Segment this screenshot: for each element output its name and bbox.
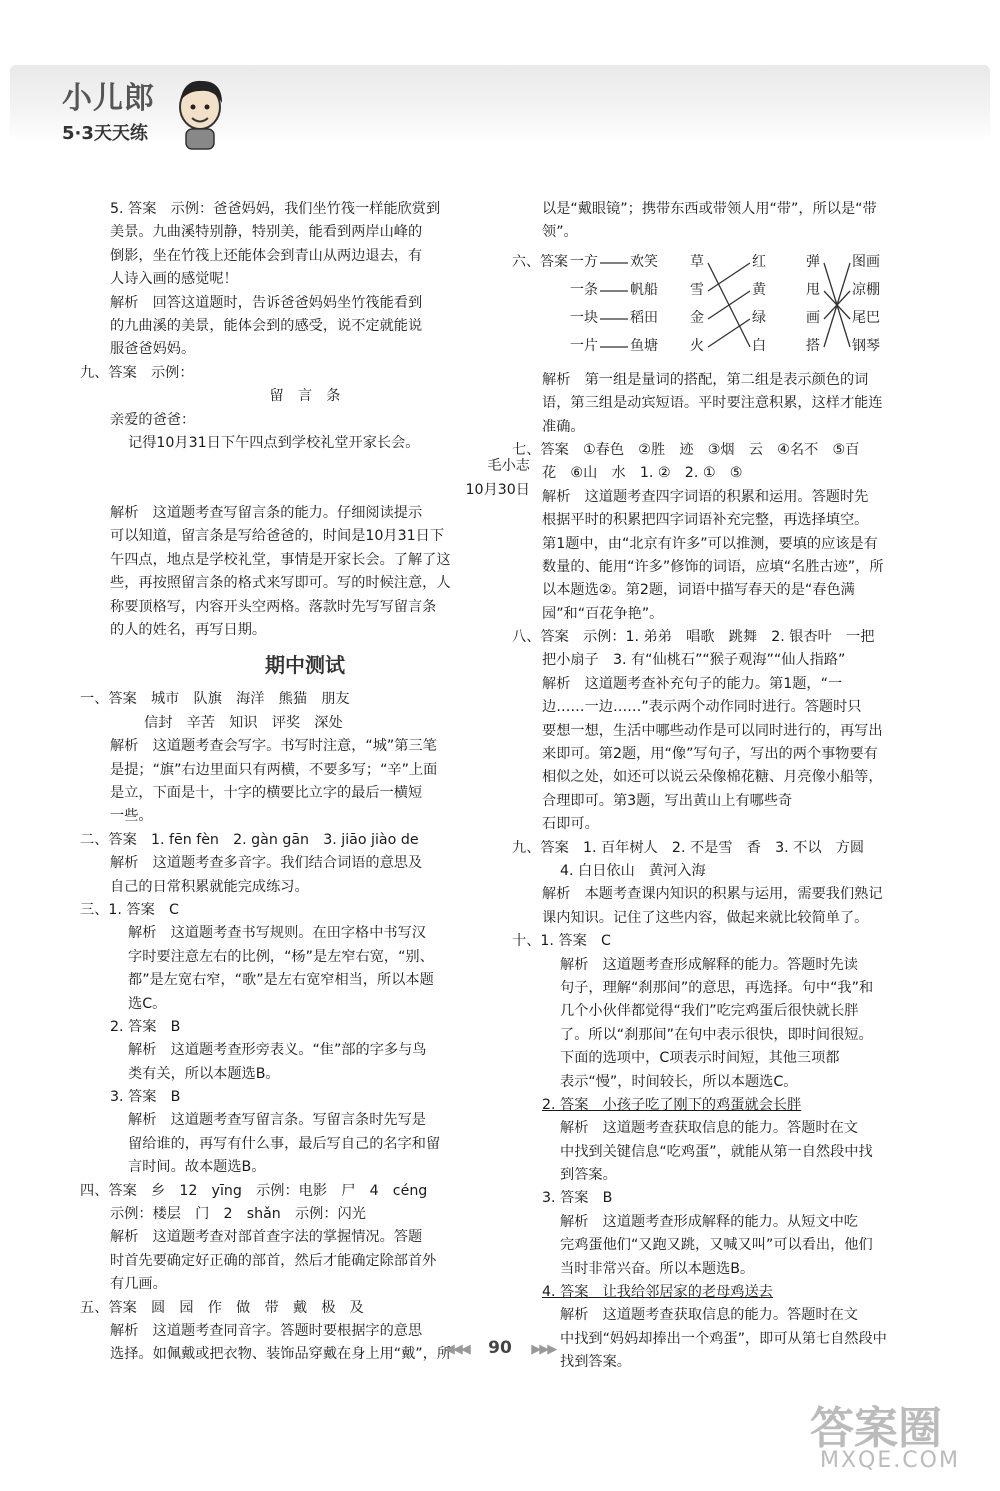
text-line: 解析 这道题考查写留言条。写留言条时先写是: [128, 1112, 426, 1129]
text-line: 美景。九曲溪特别静，特别美，能看到两岸山峰的: [110, 224, 423, 241]
right-column: [512, 198, 937, 1375]
text-line: 以是“戴眼镜”；携带东西或带领人用“带”，所以是“带: [542, 201, 877, 217]
text-line: 解析 这道题考查形成解释的能力。从短文中吃: [560, 1213, 858, 1230]
text-line: 花 ⑥山 水 1. ② 2. ① ⑤: [542, 465, 743, 482]
text-line: 一些。: [110, 808, 153, 825]
text-line: 到答案。: [560, 1167, 617, 1184]
brand-logo: [62, 73, 232, 153]
prev-arrows-icon: ◀◀◀: [444, 1342, 469, 1357]
text-line: 3. 答案 B: [542, 1190, 613, 1207]
text-line: 解析 这道题考查写留言条的能力。仔细阅读提示: [110, 505, 423, 522]
watermark-logo: 答案圈: [810, 1403, 942, 1454]
text-line: 10月30日: [465, 481, 530, 498]
match-word: 尾巴: [852, 309, 880, 326]
text-line: 人诗入画的感觉呢！: [110, 271, 238, 288]
text-line: 合理即可。第3题，写出黄山上有哪些奇: [542, 792, 793, 809]
text-line: 解析 回答这道题时，告诉爸爸妈妈坐竹筏能看到: [110, 294, 423, 311]
text-line: 留 言 条: [269, 388, 341, 405]
text-line: 有几画。: [110, 1276, 167, 1293]
match-word: 搭: [806, 337, 820, 354]
text-line: 把小扇子 3. 有“仙桃石”“猴子观海”“仙人指路”: [542, 652, 846, 669]
match-word: 画: [806, 309, 820, 326]
text-line: 亲爱的爸爸：: [110, 411, 196, 428]
text-line: 称要顶格写，内容开头空两格。落款时先写写留言条: [110, 598, 437, 615]
page-footer: [0, 1338, 1000, 1358]
text-line: 当时非常兴奋。所以本题选B。: [560, 1260, 755, 1277]
text-line: 了。所以“刹那间”在句中表示很快，即时间很短。: [560, 1026, 873, 1043]
match-word: 鱼塘: [630, 337, 658, 354]
page-header: [0, 55, 1000, 155]
text-line: 解析 这道题考查获取信息的能力。答题时在文: [560, 1307, 858, 1324]
match-word: 火: [690, 337, 704, 354]
text-line: 的九曲溪的美景，能体会到的感受，说不定就能说: [110, 317, 423, 334]
match-word: 甩: [806, 281, 820, 298]
left-column: [80, 198, 530, 1367]
text-line: 可以知道，留言条是写给爸爸的，时间是10月31日下: [110, 528, 445, 545]
text-line: 4. 白日依山 黄河入海: [560, 862, 706, 879]
text-line: 解析 本题考查课内知识的积累与运用，需要我们熟记: [542, 886, 883, 903]
text-line: 解析 这道题考查多音字。我们结合词语的意思及: [110, 855, 423, 872]
match-word: 一条: [570, 281, 598, 298]
match-word: 欢笑: [630, 253, 658, 270]
text-line: 园”和“百花争艳”。: [542, 605, 664, 622]
text-line: 自己的日常积累就能完成练习。: [110, 878, 309, 895]
match-word: 弹: [806, 253, 820, 270]
site-watermark: [810, 1392, 990, 1482]
text-line: 是立，下面是十，十字的横要比立字的最后一横短: [110, 784, 423, 801]
text-line: 以本题选②。第2题，词语中描写春天的是“春色满: [542, 582, 855, 599]
match-label: 六、答案: [512, 253, 568, 270]
text-line: 3. 答案 B: [110, 1089, 181, 1106]
text-line: 示例：楼层 门 2 shǎn 示例：闪光: [110, 1206, 366, 1223]
match-word: 凉棚: [852, 281, 880, 298]
text-line: 解析 这道题考查对部首查字法的掌握情况。答题: [110, 1229, 423, 1246]
text-line: 边……一边……”表示两个动作同时进行。答题时只: [542, 699, 862, 716]
text-line: 第1题中，由“北京有许多”可以推测，要填的应该是有: [542, 535, 878, 552]
match-word: 绿: [752, 309, 766, 326]
text-line: 几个小伙伴都觉得“我们”吃完鸡蛋后很快就长胖: [560, 1003, 859, 1020]
text-line: 留给谁的，再写有什么事，最后写自己的名字和留: [128, 1135, 441, 1152]
text-line: 午四点，地点是学校礼堂，事情是开家长会。了解了这: [110, 551, 451, 568]
text-line: 些，再按照留言条的格式来写即可。写的时候注意，人: [110, 575, 451, 592]
text-line: 三、1. 答案 C: [80, 901, 179, 918]
mascot-icon: [170, 73, 230, 151]
match-word: 钢琴: [852, 337, 880, 354]
text-line: 领”。: [542, 224, 578, 241]
text-line: 都”是左宽右窄，“歌”是左右宽窄相当，所以本题: [128, 972, 434, 989]
text-line: 要想一想，生活中哪些动作是可以同时进行的，再写出: [542, 722, 883, 739]
text-line: 相似之处，如还可以说云朵像棉花糖、月亮像小船等，: [542, 769, 883, 786]
text-line: 信封 辛苦 知识 评奖 深处: [144, 714, 343, 731]
brand-name: 小儿郎: [62, 81, 155, 116]
text-line: 时首先要确定好正确的部首，然后才能确定除部首外: [110, 1252, 437, 1269]
text-line: 一、答案 城市 队旗 海洋 熊猫 朋友: [80, 691, 350, 708]
text-line: 记得10月31日下午四点到学校礼堂开家长会。: [128, 434, 420, 451]
page-number: 90: [488, 1338, 512, 1358]
match-word: 红: [752, 253, 766, 270]
text-line: 句子，理解“刹那间”的意思，再选择。句中“我”和: [560, 979, 874, 996]
text-line: 解析 这道题考查获取信息的能力。答题时在文: [560, 1120, 858, 1137]
match-word: 一块: [570, 309, 598, 326]
next-arrows-icon: ▶▶▶: [531, 1342, 556, 1357]
match-word: 一方: [570, 253, 598, 270]
text-line: 解析 这道题考查补充句子的能力。第1题，“一: [542, 675, 843, 692]
match-word: 一片: [570, 337, 598, 354]
match-word: 稻田: [630, 309, 658, 326]
text-line: 准确。: [542, 418, 585, 435]
text-line: 语，第三组是动宾短语。平时要注意积累，这样才能连: [542, 395, 883, 412]
text-line: 石即可。: [542, 816, 599, 833]
match-line: [708, 291, 750, 319]
text-line: 服爸爸妈妈。: [110, 341, 196, 358]
text-line: 五、答案 圆 园 作 做 带 戴 极 及: [80, 1299, 364, 1316]
series-name: 5·3天天练: [62, 123, 148, 144]
text-line: 九、答案 1. 百年树人 2. 不是雪 香 3. 不以 方圆: [512, 839, 865, 856]
match-word: 黄: [752, 281, 766, 298]
text-line: 4. 答案 让我给邻居家的老母鸡送去: [542, 1284, 773, 1301]
match-word: 雪: [690, 281, 704, 298]
text-line: 2. 答案 小孩子吃了刚下的鸡蛋就会长胖: [542, 1096, 802, 1113]
text-line: 类有关，所以本题选B。: [128, 1065, 280, 1082]
text-line: 是提；“旗”右边里面只有两横，不要多写；“辛”上面: [110, 761, 438, 778]
text-line: 选择。如佩戴或把衣物、装饰品穿戴在身上用“戴”，所: [110, 1346, 452, 1363]
text-line: 课内知识。记住了这些内容，做起来就比较简单了。: [542, 909, 869, 926]
text-line: 中找到关键信息“吃鸡蛋”，就能从第一自然段中找: [560, 1143, 873, 1160]
text-line: 下面的选项中，C项表示时间短，其他三项都: [560, 1050, 840, 1067]
text-line: 四、答案 乡 12 yīng 示例：电影 尸 4 céng: [80, 1182, 428, 1199]
text-line: 二、答案 1. fēn fèn 2. gàn gān 3. jiāo jiào de: [80, 831, 419, 848]
text-line: 字时要注意左右的比例，“杨”是左窄右宽，“别、: [128, 948, 434, 965]
section-title: 期中测试: [265, 653, 345, 678]
text-line: 完鸡蛋他们“又跑又跳，又喊又叫”可以看出，他们: [560, 1237, 873, 1254]
text-line: 七、答案 ①春色 ②胜 迹 ③烟 云 ④名不 ⑤百: [512, 441, 860, 458]
text-line: 找到答案。: [560, 1354, 631, 1371]
matching-exercise: [512, 247, 937, 365]
text-line: 解析 这道题考查同音字。答题时要根据字的意思: [110, 1322, 423, 1339]
match-word: 金: [690, 309, 704, 326]
text-line: 解析 这道题考查四字词语的积累和运用。答题时先: [542, 488, 869, 505]
text-line: 解析 这道题考查会写字。书写时注意，“城”第三笔: [110, 738, 437, 755]
text-line: 2. 答案 B: [110, 1018, 181, 1035]
text-line: 根据平时的积累把四字词语补充完整，再选择填空。: [542, 512, 869, 529]
watermark-url: MXQE.COM: [820, 1448, 960, 1473]
match-word: 帆船: [630, 281, 658, 298]
match-word: 草: [690, 253, 704, 270]
text-line: 的人的姓名，再写日期。: [110, 622, 267, 639]
text-line: 解析 第一组是量词的搭配，第二组是表示颜色的词: [542, 371, 869, 388]
text-line: 解析 这道题考查形成解释的能力。答题时先读: [560, 956, 858, 973]
text-line: 倒影，坐在竹筏上还能体会到青山从两边退去，有: [110, 247, 423, 264]
text-line: 十、1. 答案 C: [512, 933, 611, 950]
text-line: 九、答案 示例：: [80, 364, 194, 381]
text-line: 言时间。故本题选B。: [128, 1159, 266, 1176]
text-line: 毛小志: [487, 458, 530, 475]
text-line: 八、答案 示例：1. 弟弟 唱歌 跳舞 2. 银杏叶 一把: [512, 629, 875, 646]
text-line: 解析 这道题考查形旁表义。“隹”部的字多与鸟: [128, 1042, 427, 1059]
text-line: 解析 这道题考查书写规则。在田字格中书写汉: [128, 925, 426, 942]
text-line: 表示“慢”，时间较长，所以本题选C。: [560, 1073, 798, 1090]
text-line: 选C。: [128, 995, 167, 1012]
text-line: 数量的、能用“许多”修饰的词语，应填“名胜古迹”，所: [542, 558, 884, 575]
match-word: 图画: [852, 253, 880, 270]
match-word: 白: [752, 337, 766, 354]
text-line: 来即可。第2题，用“像”写句子，写出的两个事物要有: [542, 746, 878, 763]
text-line: 5. 答案 示例：爸爸妈妈，我们坐竹筏一样能欣赏到: [110, 201, 441, 217]
text-line: 中找到“妈妈却捧出一个鸡蛋”，即可从第七自然段中: [560, 1330, 887, 1347]
